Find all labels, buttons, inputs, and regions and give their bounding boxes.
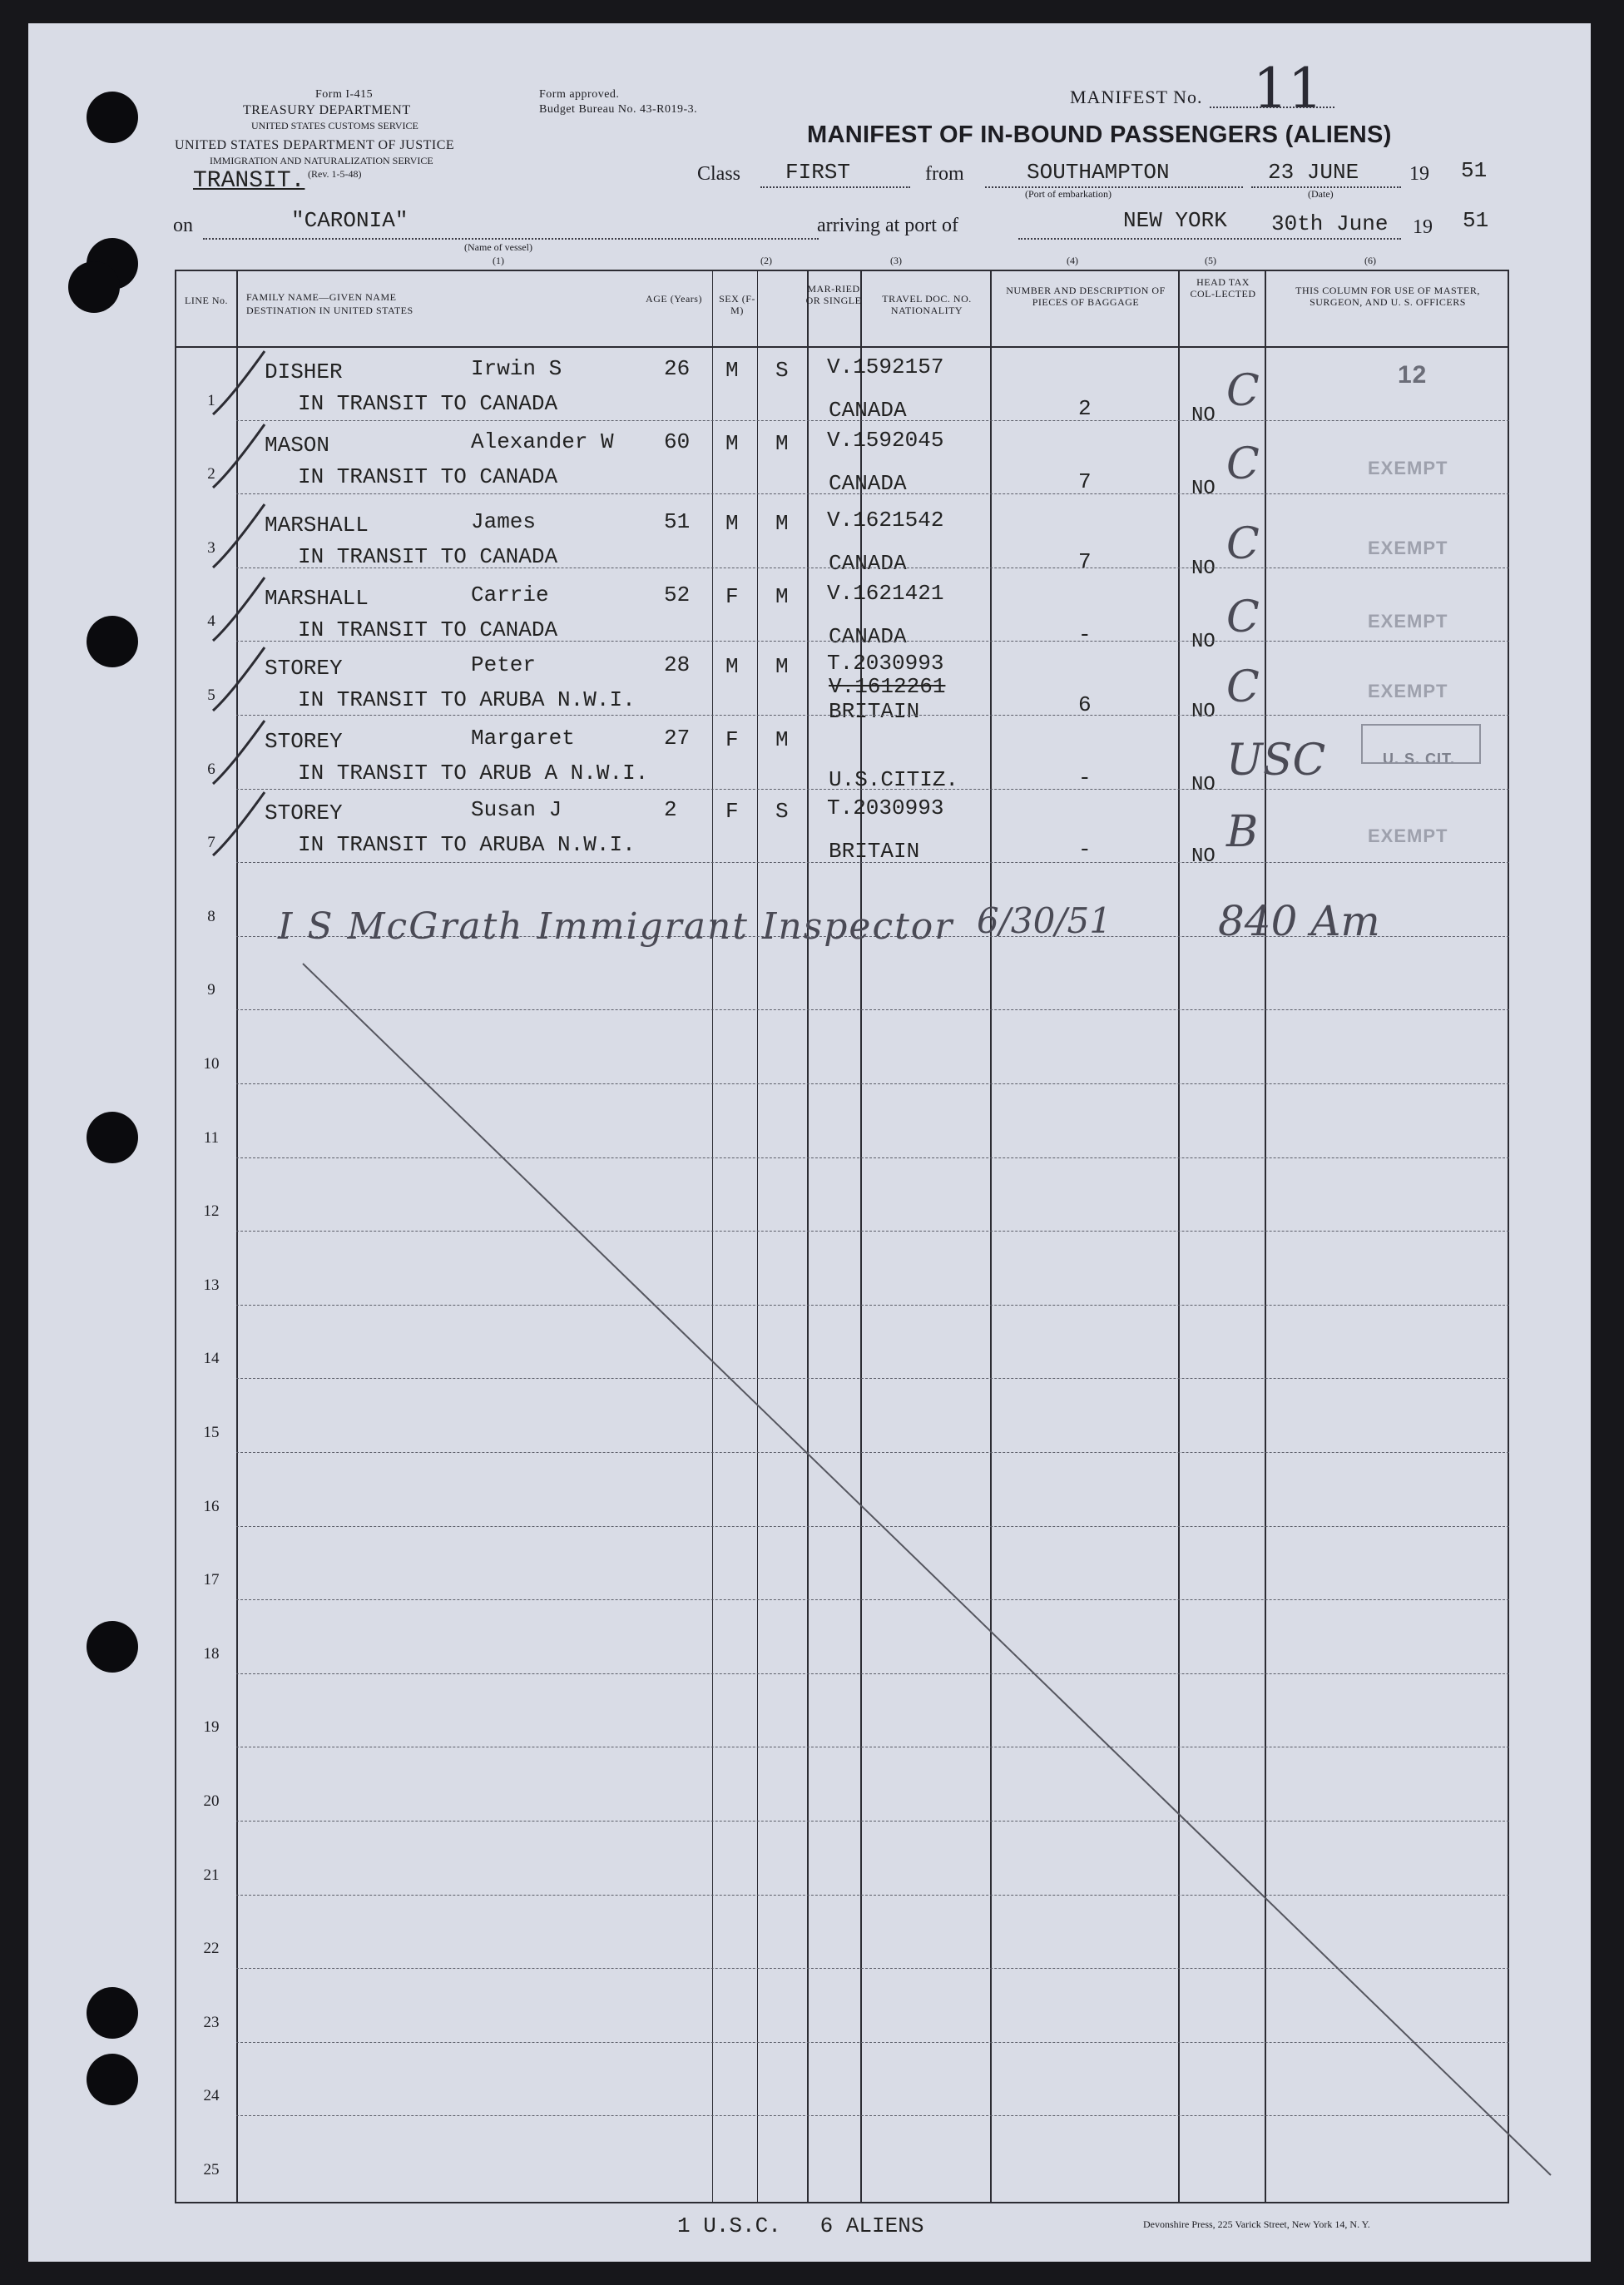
vessel-label: (Name of vessel)	[464, 241, 532, 253]
passenger-sex: M	[725, 358, 739, 383]
budget-bureau: Budget Bureau No. 43-R019-3.	[539, 103, 698, 116]
line-number: 23	[203, 2013, 220, 2031]
passenger-age: 51	[664, 509, 691, 534]
passenger-destination: IN TRANSIT TO ARUBA N.W.I.	[298, 832, 636, 857]
line-number: 7	[207, 834, 215, 852]
passenger-sex: M	[725, 431, 739, 456]
line-number: 4	[207, 612, 215, 631]
passenger-nationality: CANADA	[829, 471, 907, 496]
printer-credit: Devonshire Press, 225 Varick Street, New York 14, N. Y.	[1143, 2218, 1370, 2230]
form-number: Form I-415	[315, 88, 374, 101]
arrival-port: NEW YORK	[1123, 208, 1227, 233]
line-number: 19	[203, 1718, 220, 1737]
officer-stamp: EXEMPT	[1368, 458, 1448, 478]
head-tax-value: NO	[1191, 774, 1216, 796]
class-value: FIRST	[785, 160, 851, 185]
passenger-marital-status: M	[775, 654, 789, 679]
header-name: FAMILY NAME—GIVEN NAME	[246, 291, 397, 303]
passenger-given-name: Susan J	[471, 797, 562, 822]
customs-label: UNITED STATES CUSTOMS SERVICE	[251, 120, 418, 131]
passenger-marital-status: M	[775, 511, 789, 536]
manifest-sheet	[28, 23, 1591, 2262]
head-tax-mark: C	[1226, 439, 1260, 489]
passenger-nationality: CANADA	[829, 551, 907, 576]
header-officers: THIS COLUMN FOR USE OF MASTER, SURGEON, AND U. S. OFFICERS	[1295, 285, 1480, 308]
line-number: 14	[203, 1350, 220, 1368]
passenger-nationality: BRITAIN	[829, 839, 920, 864]
on-label: on	[173, 215, 193, 236]
passenger-baggage: 7	[1078, 549, 1092, 574]
passenger-marital-status: M	[775, 727, 789, 752]
line-number: 25	[203, 2161, 220, 2178]
officer-stamp: 12	[1398, 361, 1428, 389]
from-label: from	[925, 163, 964, 185]
officer-stamp: EXEMPT	[1368, 538, 1448, 558]
line-number: 6	[207, 760, 215, 778]
passenger-surname: MASON	[265, 433, 330, 458]
officer-stamp: EXEMPT	[1368, 825, 1448, 846]
col-4-label: (4)	[1067, 255, 1078, 266]
passenger-given-name: Irwin S	[471, 356, 562, 381]
col-2-label: (2)	[760, 255, 772, 266]
year-value: 51	[1461, 158, 1488, 183]
line-number: 10	[203, 1055, 220, 1073]
line-number: 11	[203, 1128, 220, 1147]
line-number: 20	[203, 1792, 220, 1810]
passenger-travel-doc: T.2030993	[827, 796, 944, 820]
header-head-tax: HEAD TAX COL-LECTED	[1190, 276, 1256, 300]
col-3-label: (3)	[890, 255, 902, 266]
passenger-given-name: Carrie	[471, 582, 549, 607]
col-5-label: (5)	[1205, 255, 1216, 266]
passenger-nationality: CANADA	[829, 624, 907, 649]
passenger-age: 52	[664, 582, 691, 607]
line-number: 16	[203, 1497, 220, 1515]
signature-date: 6/30/51	[977, 900, 1112, 941]
officer-stamp: U. S. CIT.	[1383, 751, 1456, 767]
manifest-title: MANIFEST OF IN-BOUND PASSENGERS (ALIENS)	[807, 121, 1392, 148]
line-number: 8	[207, 907, 215, 925]
header-married: MAR-RIED OR SINGLE	[805, 283, 862, 306]
head-tax-mark: C	[1226, 592, 1260, 642]
header-sex: SEX (F-M)	[719, 293, 755, 316]
passenger-baggage: 2	[1078, 396, 1092, 421]
head-tax-mark: B	[1226, 807, 1259, 857]
header-travel-doc: TRAVEL DOC. NO. NATIONALITY	[882, 293, 972, 316]
passenger-travel-doc: V.1592045	[827, 428, 944, 453]
treasury-label: TREASURY DEPARTMENT	[243, 103, 411, 117]
passenger-baggage: -	[1078, 766, 1092, 791]
passenger-age: 26	[664, 356, 691, 381]
passenger-given-name: James	[471, 509, 537, 534]
head-tax-mark: C	[1226, 662, 1260, 712]
passenger-given-name: Margaret	[471, 726, 575, 751]
line-number: 17	[203, 1571, 220, 1589]
footer-summary: 1 U.S.C. 6 ALIENS	[677, 2213, 924, 2238]
passenger-marital-status: M	[775, 431, 789, 456]
passenger-baggage: 6	[1078, 692, 1092, 717]
passenger-age: 27	[664, 726, 691, 751]
form-approved: Form approved.	[539, 88, 620, 101]
passenger-nationality: BRITAIN	[829, 699, 920, 724]
transit-label: TRANSIT.	[193, 168, 305, 194]
passenger-destination: IN TRANSIT TO ARUBA N.W.I.	[298, 687, 636, 712]
manifest-number: 11	[1253, 57, 1323, 121]
line-number: 22	[203, 1940, 220, 1958]
passenger-baggage: 7	[1078, 469, 1092, 494]
officer-stamp: EXEMPT	[1368, 611, 1448, 632]
arriving-label: arriving at port of	[817, 215, 958, 236]
passenger-age: 2	[664, 797, 677, 822]
passenger-surname: STOREY	[265, 656, 343, 681]
ins-label: IMMIGRATION AND NATURALIZATION SERVICE	[210, 155, 433, 166]
head-tax-mark: C	[1226, 519, 1260, 569]
header-baggage: NUMBER AND DESCRIPTION OF PIECES OF BAGGAGE	[1006, 285, 1166, 308]
line-number: 3	[207, 538, 215, 557]
line-number: 18	[203, 1644, 220, 1663]
head-tax-value: NO	[1191, 845, 1216, 868]
line-number: 5	[207, 686, 215, 704]
passenger-sex: F	[725, 584, 739, 609]
head-tax-value: NO	[1191, 701, 1216, 723]
vessel-name: "CARONIA"	[291, 208, 408, 233]
passenger-travel-doc: T.2030993	[827, 651, 944, 676]
diagonal-cancel-line	[28, 23, 1591, 2262]
head-tax-value: NO	[1191, 404, 1216, 427]
passenger-destination: IN TRANSIT TO CANADA	[298, 544, 558, 569]
passenger-sex: M	[725, 654, 739, 679]
col-6-label: (6)	[1364, 255, 1376, 266]
passenger-nationality: CANADA	[829, 398, 907, 423]
passenger-baggage: -	[1078, 622, 1092, 647]
passenger-baggage: -	[1078, 837, 1092, 862]
signature-time: 840 Am	[1218, 897, 1380, 945]
header-age: AGE (Years)	[646, 293, 702, 305]
date-day: 23 JUNE	[1268, 160, 1359, 185]
class-label: Class	[697, 163, 741, 185]
line-number: 1	[207, 391, 215, 409]
passenger-given-name: Alexander W	[471, 429, 614, 454]
date-label: (Date)	[1308, 188, 1334, 200]
line-number: 24	[203, 2087, 220, 2105]
header-destination: DESTINATION IN UNITED STATES	[246, 305, 413, 316]
passenger-marital-status: S	[775, 358, 789, 383]
passenger-marital-status: M	[775, 584, 789, 609]
passenger-destination: IN TRANSIT TO CANADA	[298, 464, 558, 489]
year-prefix: 19	[1409, 163, 1429, 185]
head-tax-mark: C	[1226, 366, 1260, 416]
passenger-age: 60	[664, 429, 691, 454]
passenger-surname: MARSHALL	[265, 513, 369, 538]
line-number: 2	[207, 465, 215, 483]
passenger-age: 28	[664, 652, 691, 677]
passenger-nationality: U.S.CITIZ.	[829, 767, 959, 792]
head-tax-value: NO	[1191, 558, 1216, 580]
head-tax-value: NO	[1191, 631, 1216, 653]
arrival-date: 30th June	[1271, 211, 1389, 236]
inspector-signature: I S McGrath Immigrant Inspector	[278, 905, 954, 948]
port-embark-label: (Port of embarkation)	[1025, 188, 1112, 200]
passenger-travel-doc: V.1621421	[827, 581, 944, 606]
passenger-destination: IN TRANSIT TO CANADA	[298, 617, 558, 642]
officer-stamp: EXEMPT	[1368, 681, 1448, 701]
rev-label: (Rev. 1-5-48)	[308, 168, 362, 180]
passenger-marital-status: S	[775, 799, 789, 824]
line-number: 13	[203, 1276, 220, 1294]
passenger-given-name: Peter	[471, 652, 537, 677]
arrival-year: 51	[1463, 208, 1489, 233]
passenger-destination: IN TRANSIT TO ARUB A N.W.I.	[298, 761, 649, 786]
line-number: 9	[207, 981, 215, 999]
passenger-surname: MARSHALL	[265, 586, 369, 611]
passenger-sex: F	[725, 727, 739, 752]
passenger-sex: M	[725, 511, 739, 536]
line-number: 21	[203, 1866, 220, 1884]
manifest-no-label: MANIFEST No.	[1070, 87, 1203, 107]
header-line-no: LINE No.	[185, 295, 228, 306]
line-number: 15	[203, 1424, 220, 1441]
passenger-travel-doc: V.1592157	[827, 354, 944, 379]
passenger-surname: STOREY	[265, 729, 343, 754]
head-tax-mark: USC	[1226, 736, 1326, 786]
from-value: SOUTHAMPTON	[1027, 160, 1170, 185]
passenger-sex: F	[725, 799, 739, 824]
line-number: 12	[203, 1202, 220, 1221]
passenger-travel-doc: V.1621542	[827, 508, 944, 533]
col-1-label: (1)	[493, 255, 504, 266]
arrival-year-prefix: 19	[1413, 216, 1433, 238]
passenger-surname: DISHER	[265, 359, 343, 384]
passenger-travel-doc-struck: V.1612261	[829, 674, 946, 699]
passenger-surname: STOREY	[265, 800, 343, 825]
head-tax-value: NO	[1191, 478, 1216, 500]
justice-label: UNITED STATES DEPARTMENT OF JUSTICE	[175, 138, 455, 152]
passenger-destination: IN TRANSIT TO CANADA	[298, 391, 558, 416]
